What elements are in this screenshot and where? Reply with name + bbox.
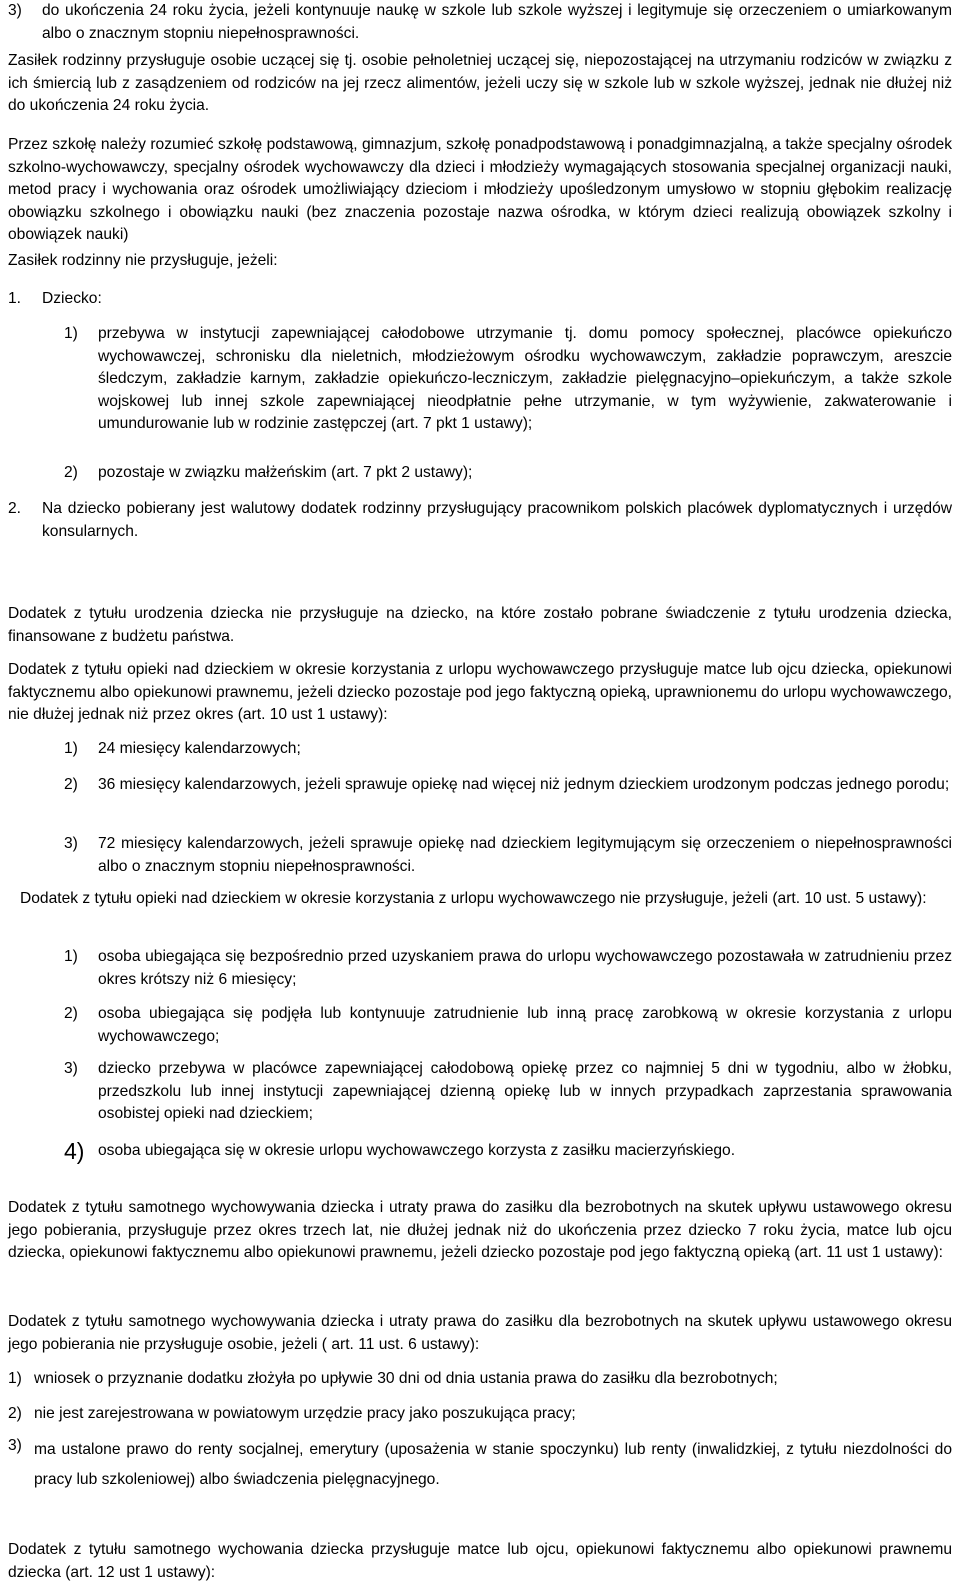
- list-item-number: 3): [8, 2, 22, 19]
- list-item-number: 2): [64, 1005, 78, 1022]
- list-item-number: 2): [64, 776, 78, 793]
- sublist-item-text: pozostaje w związku małżeńskim (art. 7 pkt 2 ustawy);: [98, 464, 473, 481]
- list-item-number: 3): [64, 835, 78, 852]
- list-item-number: 1): [64, 948, 78, 965]
- list-item-text: 24 miesięcy kalendarzowych;: [98, 740, 301, 757]
- list-item-text: do ukończenia 24 roku życia, jeżeli kontynuuje naukę w szkole lub szkole wyższej i legitymuje się orzeczeniem o umiarkowanym albo o znacznym stopniu niepełnosprawności.: [42, 2, 952, 42]
- paragraph-opieka-nie-text: Dodatek z tytułu opieki nad dzieckiem w okresie korzystania z urlopu wychowawczego nie przysługuje, jeżeli (art. 10 ust. 5 ustawy):: [20, 890, 927, 907]
- paragraph-opieka: Dodatek z tytułu opieki nad dzieckiem w okresie korzystania z urlopu wychowawczego przysługuje matce lub ojcu dziecka, opiekunowi faktycznemu albo opiekunowi prawnemu, jeżeli dziecko pozostaje pod jego faktyczną opieką, uprawnionemu do urlopu wychowawczego, nie dłużej jednak niż przez okres (art. 10 ust 1 ustawy):: [8, 661, 952, 724]
- paragraph-urodzenie: Dodatek z tytułu urodzenia dziecka nie przysługuje na dziecko, na które zostało pobrane świadczenie z tytułu urodzenia dziecka, finansowane z budżetu państwa.: [8, 605, 952, 645]
- list-item-text: osoba ubiegająca się bezpośrednio przed uzyskaniem prawa do urlopu wychowawczego pozostawała w zatrudnieniu przez okres krótszy niż 6 miesięcy;: [98, 948, 952, 988]
- list-item-text: wniosek o przyznanie dodatku złożyła po upływie 30 dni od dnia ustania prawa do zasiłku dla bezrobotnych;: [34, 1370, 778, 1387]
- list-item-text: Na dziecko pobierany jest walutowy dodatek rodzinny przysługujący pracownikom polskich placówek dyplomatycznych i urzędów konsularnych.: [42, 500, 952, 540]
- list-item-text: 72 miesięcy kalendarzowych, jeżeli sprawuje opiekę nad dzieckiem legitymującym się orzeczeniem o niepełnosprawności albo o znacznym stopniu niepełnosprawności.: [98, 835, 952, 875]
- list-item-number: 1): [8, 1370, 22, 1387]
- list-item-number: 3): [8, 1437, 22, 1454]
- paragraph-opieka-nie: [20, 888, 952, 911]
- paragraph-zasilek-uczacej: Zasiłek rodzinny przysługuje osobie uczącej się tj. osobie pełnoletniej uczącej się, niepozostającej na utrzymaniu rodziców w związku z ich śmiercią lub z zasądzeniem od rodziców na jej rzecz alimentów, jeżeli uczy się w szkole lub w szkole wyższej, jednak nie dłużej niż do ukończenia 24 roku życia.: [8, 52, 952, 115]
- paragraph-samotne-3: Dodatek z tytułu samotnego wychowania dziecka przysługuje matce lub ojcu, opiekunowi faktycznemu albo opiekunowi prawnemu dziecka (art. 12 ust 1 ustawy):: [8, 1541, 952, 1581]
- sublist-item-number: 1): [64, 325, 78, 342]
- list-item-text: dziecko przebywa w placówce zapewniającej całodobową opiekę przez co najmniej 5 dni w tygodniu, albo w żłobku, przedszkolu lub innej instytucji zapewniającej dzienną opiekę lub w innych przypadkach zaprzestania sprawowania osobistej opieki nad dzieckiem;: [98, 1060, 952, 1123]
- sublist-item-text: przebywa w instytucji zapewniającej całodobowe utrzymanie tj. domu pomocy społecznej, placówce opiekuńczo wychowawczej, schronisku dla nieletnich, młodzieżowym ośrodku wychowawczym, zakładzie poprawczym, areszcie śledczym, zakładzie karnym, zakładzie opiekuńczo-leczniczym, zakładzie pielęgnacyjno–opiekuńczym, a także szkole wojskowej lub innej szkole zapewniającej nieodpłatnie pełne utrzymanie, w tym wyżywienie, zakwaterowanie i umundurowanie lub w rodzinie zastępczej (art. 7 pkt 1 ustawy);: [98, 325, 952, 433]
- list-item-number: 1.: [8, 290, 22, 307]
- paragraph-samotne-1: Dodatek z tytułu samotnego wychowywania dziecka i utraty prawa do zasiłku dla bezrobotnych na skutek upływu ustawowego okresu jego pobierania, przysługuje przez okres trzech lat, nie dłużej jednak niż do ukończenia przez dziecko 7 roku życia, matce lub ojcu dziecka, opiekunowi faktycznemu albo opiekunowi prawnemu, jeżeli dziecko pozostaje pod jego faktyczną opieką (art. 11 ust 1 ustawy):: [8, 1199, 952, 1262]
- list-item-number: 2.: [8, 500, 22, 517]
- list-item-text: Dziecko:: [42, 290, 102, 307]
- paragraph-nie-przysluguje: Zasiłek rodzinny nie przysługuje, jeżeli:: [8, 252, 278, 269]
- list-item-text: ma ustalone prawo do renty socjalnej, emerytury (uposażenia w stanie spoczynku) lub renty (inwalidzkiej, z tytułu niezdolności do pracy lub szkoleniowej) albo świadczenia pielęgnacyjnego.: [34, 1441, 952, 1488]
- list-item-text: osoba ubiegająca się podjęła lub kontynuuje zatrudnienie lub inną pracę zarobkową w okresie korzystania z urlopu wychowawczego;: [98, 1005, 952, 1045]
- list-item-number: 3): [64, 1060, 78, 1077]
- paragraph-samotne-2: Dodatek z tytułu samotnego wychowywania dziecka i utraty prawa do zasiłku dla bezrobotnych na skutek upływu ustawowego okresu jego pobierania nie przysługuje osobie, jeżeli ( art. 11 ust. 6 ustawy):: [8, 1313, 952, 1353]
- list-item-text: nie jest zarejestrowana w powiatowym urzędzie pracy jako poszukująca pracy;: [34, 1405, 576, 1422]
- list-item-number: 4): [64, 1138, 85, 1164]
- sublist-item-number: 2): [64, 464, 78, 481]
- list-item-text: 36 miesięcy kalendarzowych, jeżeli sprawuje opiekę nad więcej niż jednym dzieckiem urodzonym podczas jednego porodu;: [98, 776, 950, 793]
- list-item-number: 2): [8, 1405, 22, 1422]
- list-item-number: 1): [64, 740, 78, 757]
- paragraph-szkola: Przez szkołę należy rozumieć szkołę podstawową, gimnazjum, szkołę ponadpodstawową i ponadgimnazjalną, a także specjalny ośrodek szkolno-wychowawczy, specjalny ośrodek wychowawczy dla dzieci i młodzieży wymagających stosowania specjalnej organizacji nauki, metod pracy i wychowania oraz ośrodek umożliwiający dzieciom i młodzieży upośledzonym umysłowo w stopniu głębokim realizację obowiązku szkolnego i obowiązku nauki (bez znaczenia pozostaje nazwa ośrodka, w którym dzieci realizują obowiązek szkolny i obowiązek nauki): [8, 136, 952, 244]
- list-item-text: osoba ubiegająca się w okresie urlopu wychowawczego korzysta z zasiłku macierzyńskiego.: [98, 1142, 736, 1159]
